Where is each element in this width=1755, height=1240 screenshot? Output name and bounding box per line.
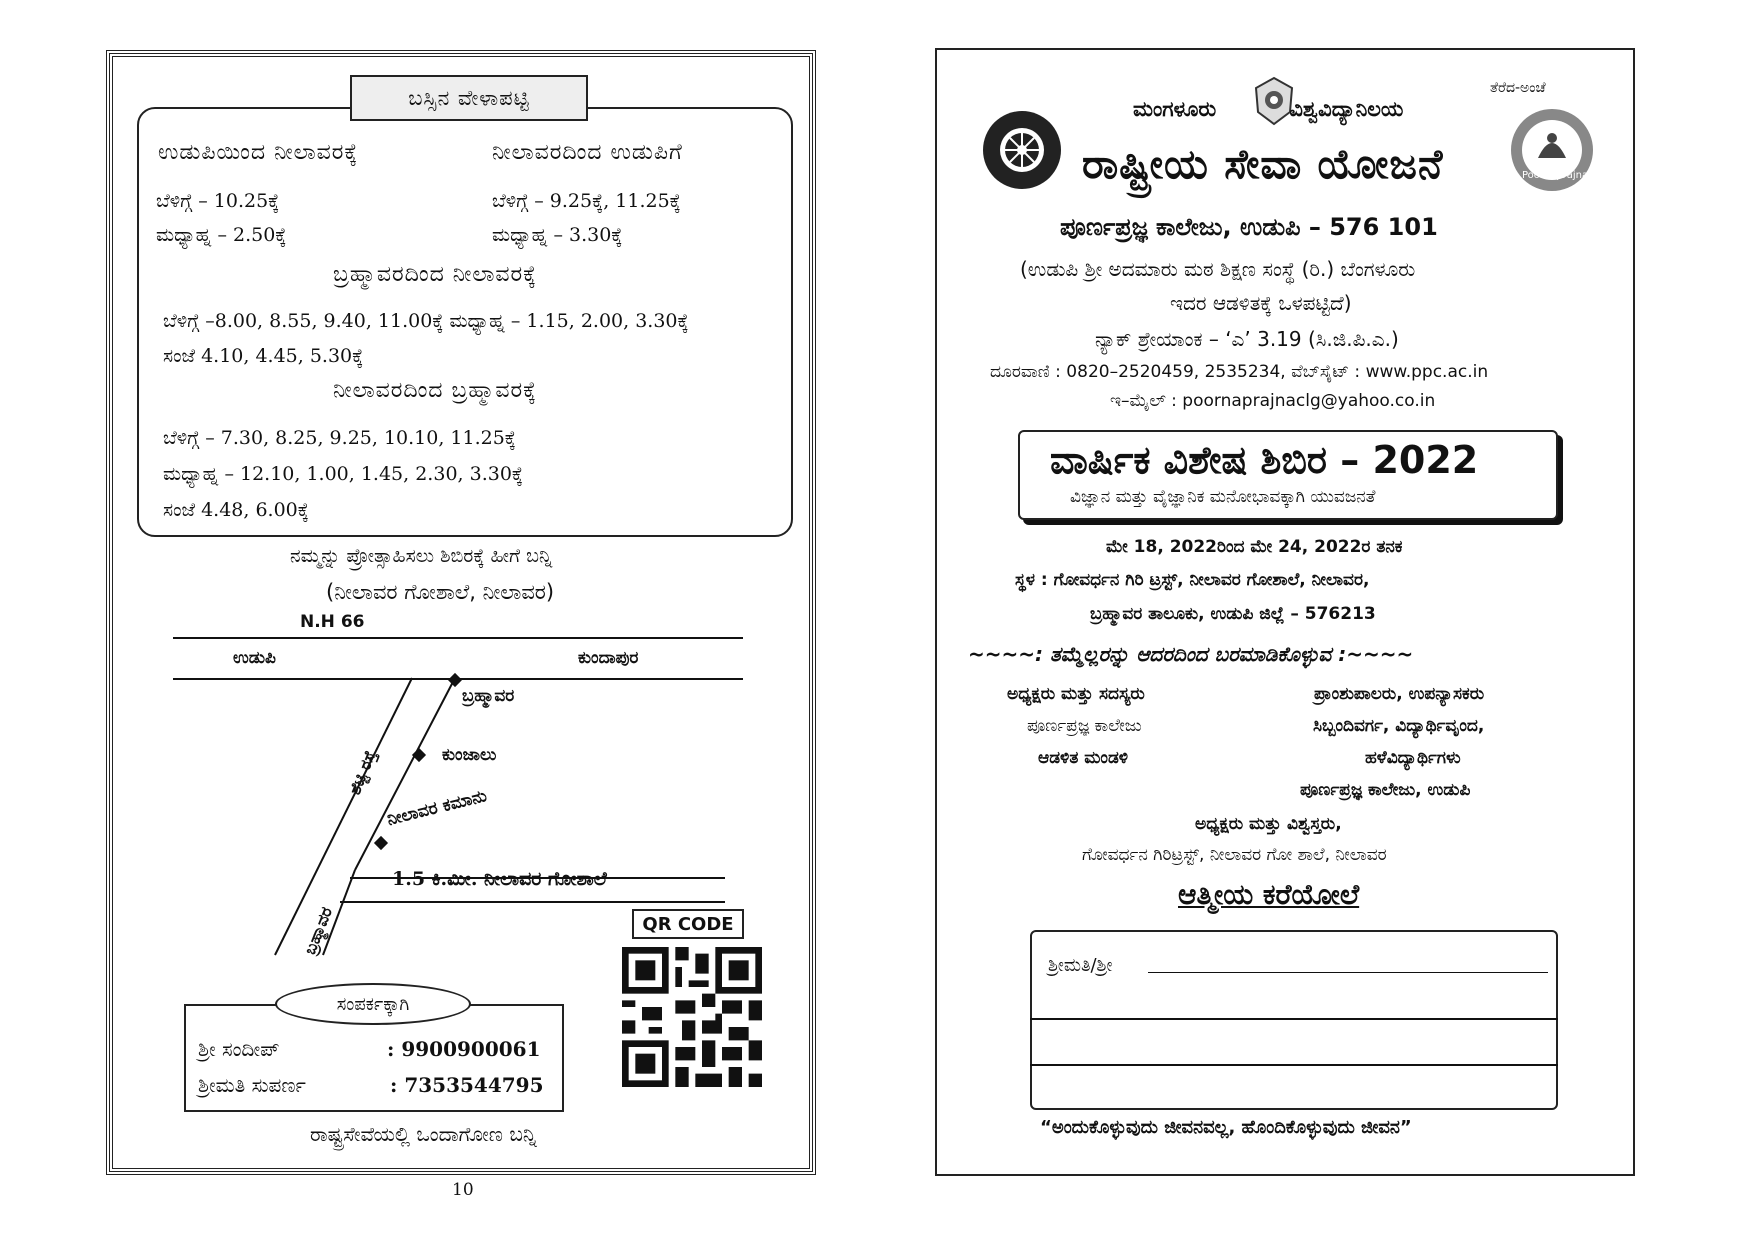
- col1-morning: ಬೆಳಿಗ್ಗೆ – 10.25ಕ್ಕೆ: [156, 190, 280, 212]
- left-footer: ರಾಷ್ಟ್ರಸೇವೆಯಲ್ಲಿ ಒಂದಾಗೋಣ ಬನ್ನಿ: [310, 1122, 537, 1146]
- map-kamanu-label: ನೀಲಾವರ ಕಮಾನು: [385, 785, 489, 830]
- col1-heading: ಉಡುಪಿಯಿಂದ ನೀಲಾವರಕ್ಕೆ: [158, 140, 359, 165]
- col1-afternoon: ಮಧ್ಯಾಹ್ನ – 2.50ಕ್ಕೆ: [156, 224, 287, 246]
- venue-line1: ಸ್ಥಳ : ಗೋವರ್ಧನ ಗಿರಿ ಟ್ರಸ್ಟ್, ನೀಲಾವರ ಗೋಶಾಲೆ, ನೀಲಾವರ,: [1015, 570, 1370, 590]
- host-right-line4: ಪೂರ್ಣಪ್ರಜ್ಞ ಕಾಲೇಜು, ಉಡುಪಿ: [1300, 780, 1471, 800]
- host-right-line3: ಹಳೆವಿದ್ಯಾರ್ಥಿಗಳು: [1365, 748, 1461, 768]
- map-shetty-road-label: ಶೆಟ್ಟಿ ರಸ್ತೆ: [345, 747, 380, 798]
- host-left-line3: ಆಡಳಿತ ಮಂಡಳಿ: [1038, 748, 1129, 768]
- col2-morning: ಬೆಳಿಗ್ಗೆ – 9.25ಕ್ಕೆ, 11.25ಕ್ಕೆ: [492, 190, 681, 212]
- invite-line1: ನಮ್ಮನ್ನು ಪ್ರೋತ್ಸಾಹಿಸಲು ಶಿಬಿರಕ್ಕೆ ಹೀಗೆ ಬನ್ನಿ: [290, 545, 553, 567]
- map-kundapura-label: ಕುಂದಾಪುರ: [578, 648, 639, 668]
- contact2-phone[interactable]: : 7353544795: [390, 1073, 544, 1097]
- venue-line2: ಬ್ರಹ್ಮಾವರ ತಾಲೂಕು, ಉಡುಪಿ ಜಿಲ್ಲೆ – 576213: [1090, 604, 1376, 624]
- naac-grade: ನ್ಯಾಕ್ ಶ್ರೇಯಾಂಕ – ‘ಎ’ 3.19 (ಸಿ.ಜಿ.ಪಿ.ಎ.): [1095, 327, 1399, 351]
- contact1-name: ಶ್ರೀ ಸಂದೀಪ್: [198, 1037, 280, 1061]
- section3-heading: ನೀಲಾವರದಿಂದ ಬ್ರಹ್ಮಾವರಕ್ಕೆ: [333, 378, 538, 403]
- contact-phone-web: ದೂರವಾಣಿ : 0820–2520459, 2535234, ವೆಬ್‌ಸೈಟ್ : www.ppc.ac.in: [990, 362, 1489, 382]
- section2-heading: ಬ್ರಹ್ಮಾವರದಿಂದ ನೀಲಾವರಕ್ಕೆ: [333, 262, 538, 287]
- corner-label: ತೆರೆದ-ಅಂಚೆ: [1490, 80, 1546, 96]
- host-center-line1: ಅಧ್ಯಕ್ಷರು ಮತ್ತು ವಿಶ್ವಸ್ತರು,: [1195, 814, 1342, 834]
- closing-quote: “ಅಂದುಕೊಳ್ಳುವುದು ಜೀವನವಲ್ಲ, ಹೊಂದಿಕೊಳ್ಳುವುದು ಜೀವನ”: [1040, 1117, 1412, 1138]
- camp-title: ವಾರ್ಷಿಕ ವಿಶೇಷ ಶಿಬಿರ – 2022: [1050, 438, 1479, 482]
- map-highway-top-line: [173, 637, 743, 639]
- host-right-line1: ಪ್ರಾಂಶುಪಾಲರು, ಉಪನ್ಯಾಸಕರು: [1314, 684, 1485, 704]
- map-brahmavara-road-label: ಬ್ರಹ್ಮಾವರ: [300, 904, 337, 958]
- col2-afternoon: ಮಧ್ಯಾಹ್ನ – 3.30ಕ್ಕೆ: [492, 224, 623, 246]
- trust-line2: ಇದರ ಆಡಳಿತಕ್ಕೆ ಒಳಪಟ್ಟಿದೆ): [1170, 291, 1352, 315]
- camp-subtitle: ವಿಜ್ಞಾನ ಮತ್ತು ವೈಜ್ಞಾನಿಕ ಮನೋಭಾವಕ್ಕಾಗಿ ಯುವಜನತೆ: [1070, 487, 1376, 507]
- invite-line2: (ನೀಲಾವರ ಗೋಶಾಲೆ, ನೀಲಾವರ): [326, 580, 555, 604]
- contact-title: ಸಂಪರ್ಕಕ್ಕಾಗಿ: [275, 983, 471, 1025]
- section2-line1: ಬೆಳಿಗ್ಗೆ –8.00, 8.55, 9.40, 11.00ಕ್ಕೆ ಮಧ್ಯಾಹ್ನ – 1.15, 2.00, 3.30ಕ್ಕೆ: [163, 310, 689, 332]
- map-nh66-label: N.H 66: [300, 612, 365, 632]
- map-kunjalu-label: ಕುಂಜಾಲು: [442, 745, 497, 765]
- poornaprajna-logo-text: Poornaprajna: [1522, 170, 1589, 181]
- map-udupi-label: ಉಡುಪಿ: [233, 648, 276, 668]
- university-name: ಮಂಗಳೂರು ವಿಶ್ವವಿದ್ಯಾನಿಲಯ: [1133, 97, 1404, 121]
- nss-title: ರಾಷ್ಟ್ರೀಯ ಸೇವಾ ಯೋಜನೆ: [1082, 140, 1444, 188]
- addressee-label: ಶ್ರೀಮತಿ/ಶ್ರೀ: [1048, 955, 1113, 976]
- bus-timetable-title: ಬಸ್ಸಿನ ವೇಳಾಪಟ್ಟಿ: [350, 75, 588, 121]
- host-right-line2: ಸಿಬ್ಬಂದಿವರ್ಗ, ವಿದ್ಯಾರ್ಥಿವೃಂದ,: [1313, 716, 1485, 736]
- qr-code-image[interactable]: [622, 947, 762, 1087]
- welcome-line: ~~~~: ತಮ್ಮೆಲ್ಲರನ್ನು ಆದರದಿಂದ ಬರಮಾಡಿಕೊಳ್ಳುವ :~~~~: [968, 642, 1414, 666]
- map-brahmavara-label: ಬ್ರಹ್ಮಾವರ: [462, 686, 515, 706]
- map-goshale-label: 1.5 ಕಿ.ಮೀ. ನೀಲಾವರ ಗೋಶಾಲೆ: [392, 868, 607, 890]
- contact2-name: ಶ್ರೀಮತಿ ಸುಪರ್ಣ: [198, 1073, 306, 1097]
- col2-heading: ನೀಲಾವರದಿಂದ ಉಡುಪಿಗೆ: [492, 140, 683, 165]
- contact-email[interactable]: ಇ–ಮೈಲ್ : poornaprajnaclg@yahoo.co.in: [1110, 391, 1436, 411]
- section2-line2: ಸಂಜೆ 4.10, 4.45, 5.30ಕ್ಕೆ: [163, 345, 364, 367]
- camp-dates: ಮೇ 18, 2022ರಿಂದ ಮೇ 24, 2022ರ ತನಕ: [1106, 537, 1403, 557]
- host-left-line2: ಪೂರ್ಣಪ್ರಜ್ಞ ಕಾಲೇಜು: [1027, 716, 1142, 736]
- addressee-line1[interactable]: [1148, 972, 1548, 973]
- contact1-phone[interactable]: : 9900900061: [387, 1037, 541, 1061]
- invitation-title: ಆತ್ಮೀಯ ಕರೆಯೋಲೆ: [1178, 878, 1360, 911]
- nss-logo: [982, 110, 1062, 190]
- section3-line3: ಸಂಜೆ 4.48, 6.00ಕ್ಕೆ: [163, 499, 309, 521]
- host-left-line1: ಅಧ್ಯಕ್ಷರು ಮತ್ತು ಸದಸ್ಯರು: [1007, 684, 1145, 704]
- host-center-line2: ಗೋವರ್ಧನ ಗಿರಿಟ್ರಸ್ಟ್, ನೀಲಾವರ ಗೋ ಶಾಲೆ, ನೀಲಾವರ: [1082, 845, 1387, 865]
- qr-code-label: QR CODE: [632, 909, 744, 939]
- addressee-line3[interactable]: [1030, 1064, 1558, 1066]
- page-number: 10: [452, 1180, 474, 1200]
- section3-line2: ಮಧ್ಯಾಹ್ನ – 12.10, 1.00, 1.45, 2.30, 3.30ಕ್ಕೆ: [163, 463, 524, 485]
- trust-line1: (ಉಡುಪಿ ಶ್ರೀ ಅದಮಾರು ಮಠ ಶಿಕ್ಷಣ ಸಂಸ್ಥೆ (ರಿ.) ಬೆಂಗಳೂರು: [1020, 257, 1416, 281]
- section3-line1: ಬೆಳಿಗ್ಗೆ – 7.30, 8.25, 9.25, 10.10, 11.25ಕ್ಕೆ: [163, 427, 516, 449]
- addressee-line2[interactable]: [1030, 1018, 1558, 1020]
- college-name: ಪೂರ್ಣಪ್ರಜ್ಞ ಕಾಲೇಜು, ಉಡುಪಿ – 576 101: [1060, 213, 1438, 241]
